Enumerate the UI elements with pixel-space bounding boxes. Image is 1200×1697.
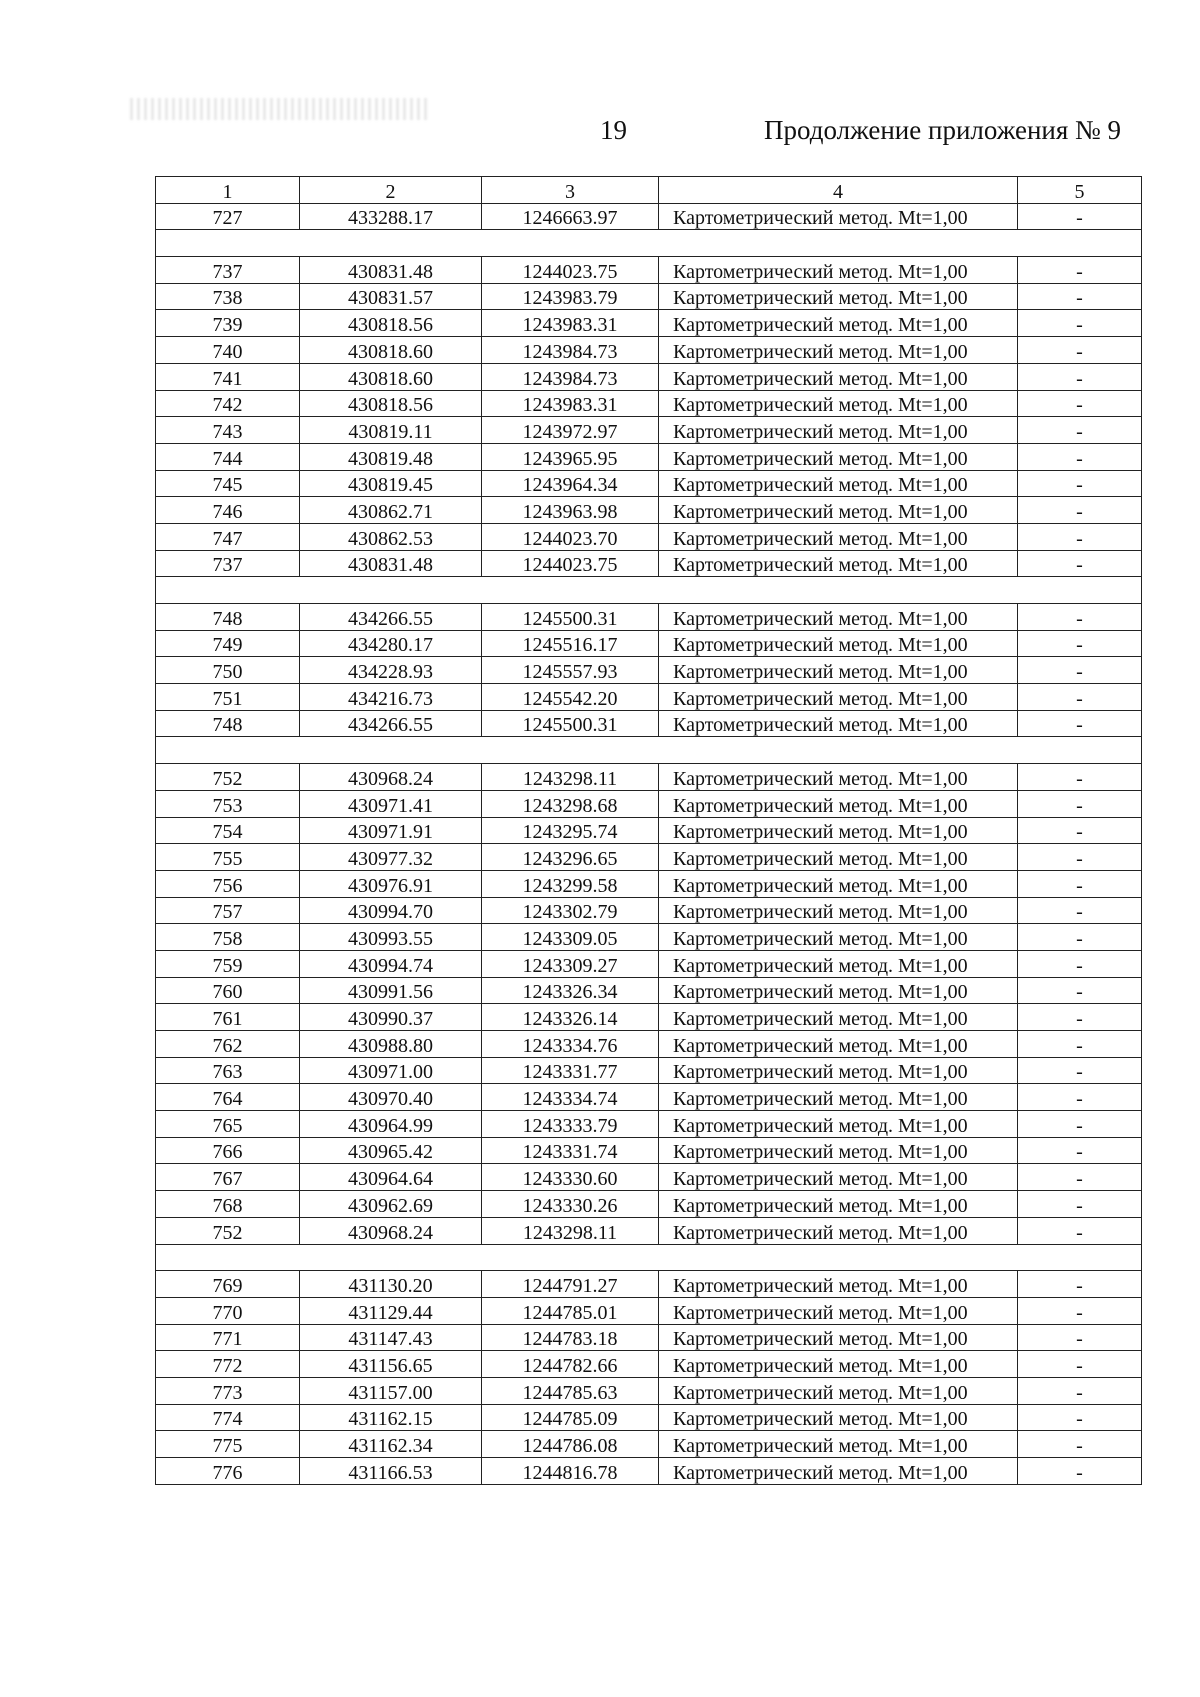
y-coordinate-cell: 1244791.27 <box>482 1271 659 1298</box>
y-coordinate-cell: 1245557.93 <box>482 657 659 684</box>
table-row <box>156 1084 1142 1111</box>
point-number-cell: 761 <box>156 1004 300 1031</box>
method-cell: Картометрический метод. Mt=1,00 <box>659 1324 1018 1351</box>
method-cell: Картометрический метод. Mt=1,00 <box>659 443 1018 470</box>
table-row <box>156 977 1142 1004</box>
table-row <box>156 897 1142 924</box>
y-coordinate-cell: 1244785.63 <box>482 1377 659 1404</box>
y-coordinate-cell: 1243972.97 <box>482 417 659 444</box>
column-header-3: 3 <box>482 177 659 204</box>
method-cell: Картометрический метод. Mt=1,00 <box>659 1191 1018 1218</box>
y-coordinate-cell: 1243309.05 <box>482 924 659 951</box>
method-cell: Картометрический метод. Mt=1,00 <box>659 1057 1018 1084</box>
x-coordinate-cell: 430862.53 <box>300 523 482 550</box>
accuracy-cell: - <box>1018 657 1142 684</box>
accuracy-cell: - <box>1018 523 1142 550</box>
point-number-cell: 763 <box>156 1057 300 1084</box>
page-caption: Продолжение приложения № 9 <box>764 115 1122 145</box>
point-number-cell: 742 <box>156 390 300 417</box>
y-coordinate-cell: 1244023.75 <box>482 550 659 577</box>
x-coordinate-cell: 430962.69 <box>300 1191 482 1218</box>
accuracy-cell: - <box>1018 1351 1142 1378</box>
x-coordinate-cell: 430819.45 <box>300 470 482 497</box>
table-row <box>156 710 1142 737</box>
y-coordinate-cell: 1243330.60 <box>482 1164 659 1191</box>
method-cell: Картометрический метод. Mt=1,00 <box>659 1351 1018 1378</box>
method-cell: Картометрический метод. Mt=1,00 <box>659 1004 1018 1031</box>
x-coordinate-cell: 431147.43 <box>300 1324 482 1351</box>
accuracy-cell: - <box>1018 817 1142 844</box>
y-coordinate-cell: 1243964.34 <box>482 470 659 497</box>
x-coordinate-cell: 430964.99 <box>300 1111 482 1138</box>
y-coordinate-cell: 1243334.74 <box>482 1084 659 1111</box>
y-coordinate-cell: 1243330.26 <box>482 1191 659 1218</box>
table-row <box>156 950 1142 977</box>
point-number-cell: 759 <box>156 950 300 977</box>
y-coordinate-cell: 1243302.79 <box>482 897 659 924</box>
accuracy-cell: - <box>1018 337 1142 364</box>
x-coordinate-cell: 430971.00 <box>300 1057 482 1084</box>
point-number-cell: 747 <box>156 523 300 550</box>
x-coordinate-cell: 430818.56 <box>300 390 482 417</box>
accuracy-cell: - <box>1018 630 1142 657</box>
coordinates-table <box>155 176 1142 1485</box>
point-number-cell: 776 <box>156 1458 300 1485</box>
method-cell: Картометрический метод. Mt=1,00 <box>659 1164 1018 1191</box>
table-row <box>156 1458 1142 1485</box>
point-number-cell: 744 <box>156 443 300 470</box>
x-coordinate-cell: 433288.17 <box>300 203 482 230</box>
y-coordinate-cell: 1243299.58 <box>482 870 659 897</box>
method-cell: Картометрический метод. Mt=1,00 <box>659 283 1018 310</box>
x-coordinate-cell: 431156.65 <box>300 1351 482 1378</box>
method-cell: Картометрический метод. Mt=1,00 <box>659 977 1018 1004</box>
accuracy-cell: - <box>1018 1191 1142 1218</box>
table-body <box>156 203 1142 1484</box>
table-row <box>156 363 1142 390</box>
y-coordinate-cell: 1244785.09 <box>482 1404 659 1431</box>
method-cell: Картометрический метод. Mt=1,00 <box>659 1431 1018 1458</box>
accuracy-cell: - <box>1018 1137 1142 1164</box>
table-row <box>156 257 1142 284</box>
x-coordinate-cell: 434216.73 <box>300 684 482 711</box>
accuracy-cell: - <box>1018 1057 1142 1084</box>
accuracy-cell: - <box>1018 443 1142 470</box>
x-coordinate-cell: 431162.34 <box>300 1431 482 1458</box>
method-cell: Картометрический метод. Mt=1,00 <box>659 897 1018 924</box>
x-coordinate-cell: 430971.41 <box>300 790 482 817</box>
y-coordinate-cell: 1244023.70 <box>482 523 659 550</box>
accuracy-cell: - <box>1018 363 1142 390</box>
table-row <box>156 1377 1142 1404</box>
method-cell: Картометрический метод. Mt=1,00 <box>659 630 1018 657</box>
y-coordinate-cell: 1243298.11 <box>482 1217 659 1244</box>
point-number-cell: 755 <box>156 844 300 871</box>
x-coordinate-cell: 430831.48 <box>300 550 482 577</box>
point-number-cell: 769 <box>156 1271 300 1298</box>
y-coordinate-cell: 1243983.31 <box>482 390 659 417</box>
point-number-cell: 762 <box>156 1031 300 1058</box>
point-number-cell: 741 <box>156 363 300 390</box>
method-cell: Картометрический метод. Mt=1,00 <box>659 523 1018 550</box>
accuracy-cell: - <box>1018 1084 1142 1111</box>
point-number-cell: 758 <box>156 924 300 951</box>
table-row <box>156 790 1142 817</box>
method-cell: Картометрический метод. Mt=1,00 <box>659 790 1018 817</box>
accuracy-cell: - <box>1018 1431 1142 1458</box>
accuracy-cell: - <box>1018 604 1142 631</box>
point-number-cell: 766 <box>156 1137 300 1164</box>
x-coordinate-cell: 431157.00 <box>300 1377 482 1404</box>
table-row <box>156 203 1142 230</box>
y-coordinate-cell: 1243298.68 <box>482 790 659 817</box>
table-row <box>156 1164 1142 1191</box>
method-cell: Картометрический метод. Mt=1,00 <box>659 390 1018 417</box>
scan-smudge <box>130 98 430 120</box>
x-coordinate-cell: 431166.53 <box>300 1458 482 1485</box>
y-coordinate-cell: 1243331.77 <box>482 1057 659 1084</box>
y-coordinate-cell: 1243965.95 <box>482 443 659 470</box>
point-number-cell: 749 <box>156 630 300 657</box>
method-cell: Картометрический метод. Mt=1,00 <box>659 817 1018 844</box>
y-coordinate-cell: 1244782.66 <box>482 1351 659 1378</box>
x-coordinate-cell: 430970.40 <box>300 1084 482 1111</box>
table-row <box>156 337 1142 364</box>
table-row <box>156 1057 1142 1084</box>
method-cell: Картометрический метод. Mt=1,00 <box>659 870 1018 897</box>
method-cell: Картометрический метод. Mt=1,00 <box>659 710 1018 737</box>
y-coordinate-cell: 1243326.34 <box>482 977 659 1004</box>
accuracy-cell: - <box>1018 203 1142 230</box>
y-coordinate-cell: 1245500.31 <box>482 604 659 631</box>
y-coordinate-cell: 1245500.31 <box>482 710 659 737</box>
method-cell: Картометрический метод. Mt=1,00 <box>659 1111 1018 1138</box>
accuracy-cell: - <box>1018 1031 1142 1058</box>
point-number-cell: 740 <box>156 337 300 364</box>
table-row <box>156 604 1142 631</box>
x-coordinate-cell: 430968.24 <box>300 764 482 791</box>
x-coordinate-cell: 430994.70 <box>300 897 482 924</box>
accuracy-cell: - <box>1018 390 1142 417</box>
accuracy-cell: - <box>1018 1324 1142 1351</box>
table-row <box>156 1351 1142 1378</box>
accuracy-cell: - <box>1018 897 1142 924</box>
table-row <box>156 497 1142 524</box>
y-coordinate-cell: 1244816.78 <box>482 1458 659 1485</box>
method-cell: Картометрический метод. Mt=1,00 <box>659 1297 1018 1324</box>
separator-row <box>156 1244 1142 1271</box>
point-number-cell: 754 <box>156 817 300 844</box>
x-coordinate-cell: 431130.20 <box>300 1271 482 1298</box>
y-coordinate-cell: 1243309.27 <box>482 950 659 977</box>
x-coordinate-cell: 430819.11 <box>300 417 482 444</box>
table-header <box>156 177 1142 204</box>
accuracy-cell: - <box>1018 417 1142 444</box>
table-row <box>156 443 1142 470</box>
separator-cell <box>156 737 1142 764</box>
x-coordinate-cell: 430965.42 <box>300 1137 482 1164</box>
point-number-cell: 743 <box>156 417 300 444</box>
accuracy-cell: - <box>1018 870 1142 897</box>
accuracy-cell: - <box>1018 1297 1142 1324</box>
table-row <box>156 310 1142 337</box>
y-coordinate-cell: 1243334.76 <box>482 1031 659 1058</box>
accuracy-cell: - <box>1018 497 1142 524</box>
accuracy-cell: - <box>1018 257 1142 284</box>
method-cell: Картометрический метод. Mt=1,00 <box>659 764 1018 791</box>
accuracy-cell: - <box>1018 764 1142 791</box>
method-cell: Картометрический метод. Mt=1,00 <box>659 337 1018 364</box>
point-number-cell: 774 <box>156 1404 300 1431</box>
y-coordinate-cell: 1243326.14 <box>482 1004 659 1031</box>
x-coordinate-cell: 430818.60 <box>300 363 482 390</box>
separator-row <box>156 577 1142 604</box>
table-row <box>156 870 1142 897</box>
page-number: 19 <box>600 115 627 145</box>
table-row <box>156 1137 1142 1164</box>
x-coordinate-cell: 434266.55 <box>300 604 482 631</box>
method-cell: Картометрический метод. Mt=1,00 <box>659 684 1018 711</box>
point-number-cell: 770 <box>156 1297 300 1324</box>
table-row <box>156 924 1142 951</box>
accuracy-cell: - <box>1018 1458 1142 1485</box>
method-cell: Картометрический метод. Mt=1,00 <box>659 310 1018 337</box>
point-number-cell: 773 <box>156 1377 300 1404</box>
x-coordinate-cell: 430993.55 <box>300 924 482 951</box>
x-coordinate-cell: 430971.91 <box>300 817 482 844</box>
x-coordinate-cell: 430831.57 <box>300 283 482 310</box>
y-coordinate-cell: 1244023.75 <box>482 257 659 284</box>
table-row <box>156 764 1142 791</box>
column-header-5: 5 <box>1018 177 1142 204</box>
x-coordinate-cell: 430831.48 <box>300 257 482 284</box>
accuracy-cell: - <box>1018 470 1142 497</box>
y-coordinate-cell: 1243296.65 <box>482 844 659 871</box>
y-coordinate-cell: 1243984.73 <box>482 337 659 364</box>
accuracy-cell: - <box>1018 283 1142 310</box>
point-number-cell: 765 <box>156 1111 300 1138</box>
method-cell: Картометрический метод. Mt=1,00 <box>659 417 1018 444</box>
x-coordinate-cell: 431162.15 <box>300 1404 482 1431</box>
accuracy-cell: - <box>1018 977 1142 1004</box>
y-coordinate-cell: 1243331.74 <box>482 1137 659 1164</box>
accuracy-cell: - <box>1018 1004 1142 1031</box>
table-row <box>156 283 1142 310</box>
table-row <box>156 630 1142 657</box>
y-coordinate-cell: 1245542.20 <box>482 684 659 711</box>
x-coordinate-cell: 430968.24 <box>300 1217 482 1244</box>
accuracy-cell: - <box>1018 310 1142 337</box>
point-number-cell: 748 <box>156 604 300 631</box>
point-number-cell: 760 <box>156 977 300 1004</box>
table-row <box>156 657 1142 684</box>
column-header-1: 1 <box>156 177 300 204</box>
point-number-cell: 739 <box>156 310 300 337</box>
method-cell: Картометрический метод. Mt=1,00 <box>659 257 1018 284</box>
accuracy-cell: - <box>1018 710 1142 737</box>
x-coordinate-cell: 434266.55 <box>300 710 482 737</box>
point-number-cell: 746 <box>156 497 300 524</box>
table-row <box>156 844 1142 871</box>
point-number-cell: 756 <box>156 870 300 897</box>
y-coordinate-cell: 1243983.79 <box>482 283 659 310</box>
point-number-cell: 738 <box>156 283 300 310</box>
point-number-cell: 771 <box>156 1324 300 1351</box>
table-row <box>156 817 1142 844</box>
table-row <box>156 1297 1142 1324</box>
method-cell: Картометрический метод. Mt=1,00 <box>659 203 1018 230</box>
x-coordinate-cell: 430862.71 <box>300 497 482 524</box>
method-cell: Картометрический метод. Mt=1,00 <box>659 1217 1018 1244</box>
x-coordinate-cell: 430819.48 <box>300 443 482 470</box>
y-coordinate-cell: 1243295.74 <box>482 817 659 844</box>
y-coordinate-cell: 1244783.18 <box>482 1324 659 1351</box>
method-cell: Картометрический метод. Mt=1,00 <box>659 1458 1018 1485</box>
separator-cell <box>156 577 1142 604</box>
method-cell: Картометрический метод. Mt=1,00 <box>659 924 1018 951</box>
method-cell: Картометрический метод. Mt=1,00 <box>659 1137 1018 1164</box>
point-number-cell: 767 <box>156 1164 300 1191</box>
separator-row <box>156 230 1142 257</box>
x-coordinate-cell: 434280.17 <box>300 630 482 657</box>
table-row <box>156 390 1142 417</box>
table-row <box>156 470 1142 497</box>
x-coordinate-cell: 430994.74 <box>300 950 482 977</box>
accuracy-cell: - <box>1018 1217 1142 1244</box>
point-number-cell: 748 <box>156 710 300 737</box>
point-number-cell: 752 <box>156 1217 300 1244</box>
method-cell: Картометрический метод. Mt=1,00 <box>659 604 1018 631</box>
table-row <box>156 684 1142 711</box>
y-coordinate-cell: 1243984.73 <box>482 363 659 390</box>
x-coordinate-cell: 434228.93 <box>300 657 482 684</box>
method-cell: Картометрический метод. Mt=1,00 <box>659 1404 1018 1431</box>
accuracy-cell: - <box>1018 550 1142 577</box>
y-coordinate-cell: 1244785.01 <box>482 1297 659 1324</box>
table-row <box>156 1004 1142 1031</box>
x-coordinate-cell: 430976.91 <box>300 870 482 897</box>
x-coordinate-cell: 430988.80 <box>300 1031 482 1058</box>
x-coordinate-cell: 430818.56 <box>300 310 482 337</box>
method-cell: Картометрический метод. Mt=1,00 <box>659 363 1018 390</box>
point-number-cell: 751 <box>156 684 300 711</box>
accuracy-cell: - <box>1018 844 1142 871</box>
y-coordinate-cell: 1246663.97 <box>482 203 659 230</box>
table-row <box>156 1404 1142 1431</box>
method-cell: Картометрический метод. Mt=1,00 <box>659 1031 1018 1058</box>
x-coordinate-cell: 431129.44 <box>300 1297 482 1324</box>
table-row <box>156 523 1142 550</box>
point-number-cell: 750 <box>156 657 300 684</box>
table-row <box>156 417 1142 444</box>
y-coordinate-cell: 1244786.08 <box>482 1431 659 1458</box>
point-number-cell: 737 <box>156 550 300 577</box>
separator-row <box>156 737 1142 764</box>
x-coordinate-cell: 430990.37 <box>300 1004 482 1031</box>
table-row <box>156 1191 1142 1218</box>
accuracy-cell: - <box>1018 924 1142 951</box>
point-number-cell: 737 <box>156 257 300 284</box>
accuracy-cell: - <box>1018 684 1142 711</box>
method-cell: Картометрический метод. Mt=1,00 <box>659 550 1018 577</box>
accuracy-cell: - <box>1018 1377 1142 1404</box>
point-number-cell: 768 <box>156 1191 300 1218</box>
method-cell: Картометрический метод. Mt=1,00 <box>659 1084 1018 1111</box>
y-coordinate-cell: 1245516.17 <box>482 630 659 657</box>
x-coordinate-cell: 430991.56 <box>300 977 482 1004</box>
method-cell: Картометрический метод. Mt=1,00 <box>659 844 1018 871</box>
x-coordinate-cell: 430977.32 <box>300 844 482 871</box>
accuracy-cell: - <box>1018 1111 1142 1138</box>
method-cell: Картометрический метод. Mt=1,00 <box>659 950 1018 977</box>
point-number-cell: 775 <box>156 1431 300 1458</box>
table-row <box>156 1031 1142 1058</box>
point-number-cell: 764 <box>156 1084 300 1111</box>
table-row <box>156 1431 1142 1458</box>
method-cell: Картометрический метод. Mt=1,00 <box>659 1271 1018 1298</box>
point-number-cell: 745 <box>156 470 300 497</box>
y-coordinate-cell: 1243983.31 <box>482 310 659 337</box>
accuracy-cell: - <box>1018 790 1142 817</box>
separator-cell <box>156 1244 1142 1271</box>
accuracy-cell: - <box>1018 1404 1142 1431</box>
point-number-cell: 753 <box>156 790 300 817</box>
method-cell: Картометрический метод. Mt=1,00 <box>659 657 1018 684</box>
x-coordinate-cell: 430818.60 <box>300 337 482 364</box>
accuracy-cell: - <box>1018 950 1142 977</box>
point-number-cell: 757 <box>156 897 300 924</box>
header-row <box>156 177 1142 204</box>
point-number-cell: 772 <box>156 1351 300 1378</box>
method-cell: Картометрический метод. Mt=1,00 <box>659 470 1018 497</box>
column-header-2: 2 <box>300 177 482 204</box>
method-cell: Картометрический метод. Mt=1,00 <box>659 497 1018 524</box>
y-coordinate-cell: 1243963.98 <box>482 497 659 524</box>
table-row <box>156 1271 1142 1298</box>
y-coordinate-cell: 1243298.11 <box>482 764 659 791</box>
accuracy-cell: - <box>1018 1164 1142 1191</box>
point-number-cell: 752 <box>156 764 300 791</box>
y-coordinate-cell: 1243333.79 <box>482 1111 659 1138</box>
method-cell: Картометрический метод. Mt=1,00 <box>659 1377 1018 1404</box>
table-row <box>156 1324 1142 1351</box>
table-row <box>156 550 1142 577</box>
point-number-cell: 727 <box>156 203 300 230</box>
x-coordinate-cell: 430964.64 <box>300 1164 482 1191</box>
column-header-4: 4 <box>659 177 1018 204</box>
table-row <box>156 1217 1142 1244</box>
separator-cell <box>156 230 1142 257</box>
table-row <box>156 1111 1142 1138</box>
accuracy-cell: - <box>1018 1271 1142 1298</box>
